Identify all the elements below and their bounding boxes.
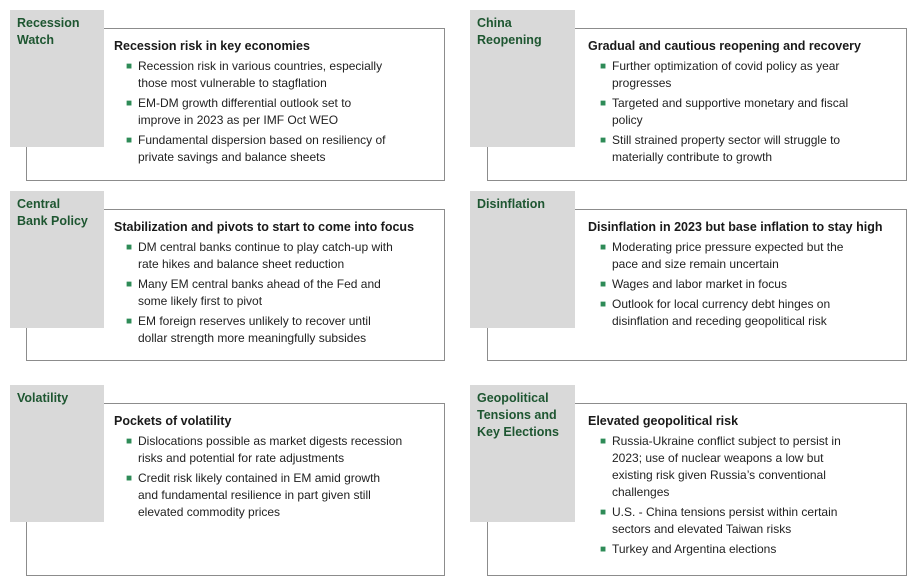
bullet-icon: ■ [126,316,133,327]
panel-tab [10,385,104,522]
tab-line: China [477,16,512,30]
tab-line: Key Elections [477,425,559,439]
panel-tab [10,10,104,147]
bullet-icon: ■ [126,242,133,253]
list-item: ■ EM-DM growth differential outlook set to improve in 2023 as per IMF Oct WEO [126,96,352,127]
list-item: ■ Fundamental dispersion based on resiliency of private savings and balance sheets [126,133,386,164]
list-item: ■ U.S. - China tensions persist within certain sectors and elevated Taiwan risks [600,505,838,536]
bullet-list [114,58,439,166]
list-item: ■ Moderating price pressure expected but the pace and size remain uncertain [600,240,844,271]
bullet-icon: ■ [600,61,607,72]
panel-central-bank-policy [10,191,445,362]
panel-heading: Stabilization and pivots to start to come into focus [114,220,415,234]
panel-disinflation [470,191,907,362]
list-item: ■ Targeted and supportive monetary and fiscal policy [600,96,849,127]
bullet-list [588,58,903,166]
bullet-list [588,433,903,558]
bullet-icon: ■ [126,436,133,447]
panel-content [114,38,439,169]
bullet-icon: ■ [600,436,607,447]
list-item: ■ DM central banks continue to play catch-up with rate hikes and balance sheet reduction [126,240,393,271]
panel-tab [10,191,104,328]
panel-tab [470,385,575,522]
list-item: ■ Many EM central banks ahead of the Fed and some likely first to pivot [126,277,381,308]
list-item: ■ Further optimization of covid policy as year progresses [600,59,840,90]
bullet-icon: ■ [600,135,607,146]
tab-line: Reopening [477,33,542,47]
list-item: ■ Russia-Ukraine conflict subject to persist in 2023; use of nuclear weapons a low but existing risk given Russia’s conventional challenges [600,434,841,499]
panel-content [114,413,439,524]
bullet-list [588,239,903,330]
tab-line: Central [17,197,61,211]
bullet-icon: ■ [126,279,133,290]
bullet-icon: ■ [600,544,607,555]
bullet-icon: ■ [126,135,133,146]
panel-content [588,38,903,169]
panel-heading: Gradual and cautious reopening and recovery [588,39,861,53]
bullet-icon: ■ [600,507,607,518]
panel-geopolitical [470,385,907,577]
tab-line: Recession [17,16,80,30]
panel-heading: Pockets of volatility [114,414,232,428]
bullet-icon: ■ [126,473,133,484]
bullet-icon: ■ [126,61,133,72]
panel-recession-watch [10,10,445,182]
panel-content [588,413,903,561]
bullet-list [114,433,439,521]
bullet-list [114,239,439,347]
panel-tab [470,191,575,328]
list-item: ■ Dislocations possible as market digests recession risks and potential for rate adjustments [126,434,403,465]
tab-line: Geopolitical [477,391,549,405]
list-item: ■ Wages and labor market in focus [600,277,787,291]
bullet-icon: ■ [600,279,607,290]
bullet-icon: ■ [600,299,607,310]
list-item: ■ Credit risk likely contained in EM amid growth and fundamental resilience in part given still elevated commodity prices [126,471,381,519]
bullet-icon: ■ [126,98,133,109]
tab-line: Watch [17,33,55,47]
panel-heading: Disinflation in 2023 but base inflation to stay high [588,220,883,234]
panel-china-reopening [470,10,907,182]
panel-content [114,219,439,350]
bullet-icon: ■ [600,242,607,253]
list-item: ■ Still strained property sector will struggle to materially contribute to growth [600,133,841,164]
bullet-icon: ■ [600,98,607,109]
tab-line: Tensions and [477,408,557,422]
list-item: ■ Outlook for local currency debt hinges on disinflation and receding geopolitical risk [600,297,831,328]
list-item: ■ EM foreign reserves unlikely to recover until dollar strength more meaningfully subsides [126,314,371,345]
list-item: ■ Recession risk in various countries, especially those most vulnerable to stagflation [126,59,383,90]
list-item: ■ Turkey and Argentina elections [600,542,777,556]
panel-volatility [10,385,445,577]
panel-tab [470,10,575,147]
panel-heading: Recession risk in key economies [114,39,310,53]
tab-line: Volatility [17,391,69,405]
panel-content [588,219,903,333]
tab-line: Disinflation [477,197,546,211]
tab-line: Bank Policy [17,214,88,228]
panel-heading: Elevated geopolitical risk [588,414,739,428]
